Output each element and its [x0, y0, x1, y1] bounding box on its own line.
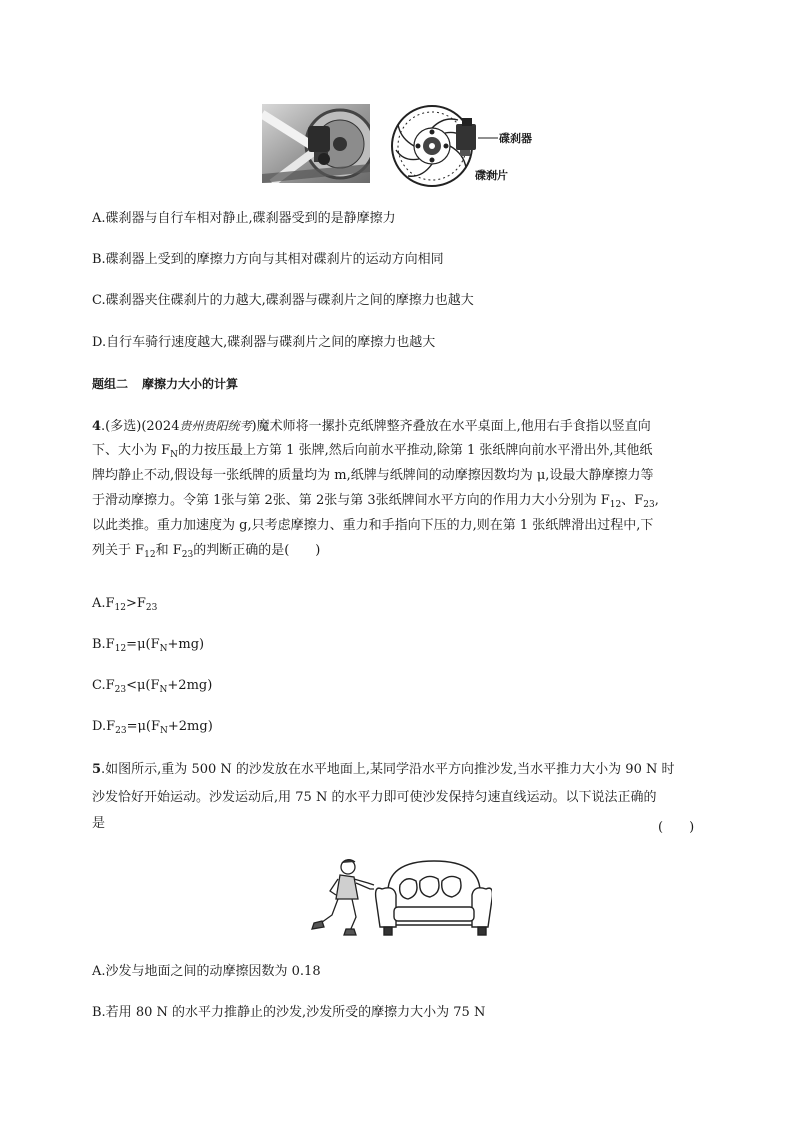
q4-line-1	[92, 418, 651, 435]
q4-opt-b-s1: 12	[114, 644, 127, 654]
q4-line-6	[92, 543, 320, 559]
q4-line1-rest: )魔术师将一摞扑克纸牌整齐叠放在水平桌面上,他用右手食指以竖直向	[251, 419, 651, 434]
q4-opt-d-m: =μ(F	[126, 719, 161, 734]
q3-option-c: C.碟刹器夹住碟刹片的力越大,碟刹器与碟刹片之间的摩擦力也越大	[92, 293, 474, 308]
q4-line6-b: 和 F	[155, 543, 182, 558]
bike-brake-photo	[262, 104, 370, 183]
q3-option-b: B.碟刹器上受到的摩擦力方向与其相对碟刹片的运动方向相同	[92, 252, 444, 267]
q4-line4-sub2: 23	[643, 500, 655, 510]
q4-opt-a-m: >F	[126, 596, 146, 611]
q4-opt-c-s1: 23	[114, 685, 127, 695]
q4-line-3: 牌均静止不动,假设每一张纸牌的质量均为 m,纸牌与纸牌间的动摩擦因数均为 μ,设最大静摩擦力等	[92, 468, 654, 483]
q4-option-d	[92, 719, 213, 735]
q4-line-4	[92, 493, 659, 509]
q4-opt-d-s1: 23	[115, 726, 127, 736]
q5-line-3: 是	[92, 816, 106, 831]
disc-brake-diagram	[388, 102, 480, 188]
q4-line6-sub2: 23	[181, 550, 194, 560]
q4-line-2	[92, 443, 653, 459]
q5-option-a: A.沙发与地面之间的动摩擦因数为 0.18	[92, 964, 321, 979]
q4-opt-c-e: +2mg)	[167, 678, 213, 693]
q4-line6-sub1: 12	[144, 550, 156, 560]
caliper-label: 碟刹器	[499, 132, 532, 145]
q4-line-5: 以此类推。重力加速度为 g,只考虑摩擦力、重力和手指向下压的力,则在第 1 张纸牌滑出过程中,下	[92, 518, 654, 533]
q4-number: 4	[92, 419, 102, 434]
q5-line1-text: .如图所示,重为 500 N 的沙发放在水平地面上,某同学沿水平方向推沙发,当水平推力大小为 90 N 时	[101, 762, 675, 777]
q3-option-a: A.碟刹器与自行车相对静止,碟刹器受到的是静摩擦力	[92, 211, 396, 226]
q4-opt-c-p: C.F	[92, 678, 115, 693]
q4-opt-b-e: +mg)	[167, 637, 205, 652]
q4-opt-b-p: B.F	[92, 637, 115, 652]
rotor-label: 碟刹片	[475, 169, 508, 182]
q4-opt-a-s1: 12	[114, 603, 126, 613]
q4-tag: .(多选)(2024	[101, 419, 180, 434]
q4-opt-d-s2: N	[160, 726, 168, 736]
q4-opt-d-p: D.F	[92, 719, 116, 734]
q5-number: 5	[92, 762, 102, 777]
q4-line2-a: 下、大小为 F	[92, 443, 171, 458]
q4-option-c	[92, 678, 212, 694]
q4-line2-sub: N	[170, 450, 179, 460]
q4-line4-c: ,	[654, 493, 659, 508]
q5-line-2: 沙发恰好开始运动。沙发运动后,用 75 N 的水平力即可使沙发保持匀速直线运动。以下说法正确的	[92, 790, 657, 805]
q4-option-b	[92, 637, 204, 653]
q4-line4-a: 于滑动摩擦力。令第 1张与第 2张、第 2张与第 3张纸牌间水平方向的作用力大小分别为 F	[92, 493, 610, 508]
q4-source: 贵州贵阳统考	[179, 419, 252, 433]
q4-opt-a-s2: 23	[145, 603, 158, 613]
q4-line4-sub1: 12	[609, 500, 622, 510]
q4-opt-c-s2: N	[159, 685, 168, 695]
q4-opt-b-m: =μ(F	[126, 637, 160, 652]
q4-opt-d-e: +2mg)	[167, 719, 213, 734]
q5-line-1	[92, 762, 674, 778]
q4-opt-c-m: <μ(F	[126, 678, 160, 693]
q4-option-a	[92, 596, 157, 612]
q4-line2-b: 的力按压最上方第 1 张牌,然后向前水平推动,除第 1 张纸牌向前水平滑出外,其他纸	[178, 443, 653, 458]
q4-line6-a: 列关于 F	[92, 543, 145, 558]
q5-option-b: B.若用 80 N 的水平力推静止的沙发,沙发所受的摩擦力大小为 75 N	[92, 1005, 486, 1020]
section-label: 题组二	[92, 377, 129, 391]
boy-pushing-sofa-figure	[302, 855, 492, 939]
q3-option-d: D.自行车骑行速度越大,碟刹器与碟刹片之间的摩擦力也越大	[92, 335, 436, 350]
q4-opt-a-p: A.F	[92, 596, 115, 611]
q4-opt-b-s2: N	[159, 644, 168, 654]
q4-line4-b: 、F	[621, 493, 644, 508]
section-title: 摩擦力大小的计算	[142, 377, 239, 391]
q5-answer-paren: ( )	[658, 820, 695, 835]
q4-line6-c: 的判断正确的是( )	[193, 543, 321, 558]
section-header	[92, 376, 238, 392]
